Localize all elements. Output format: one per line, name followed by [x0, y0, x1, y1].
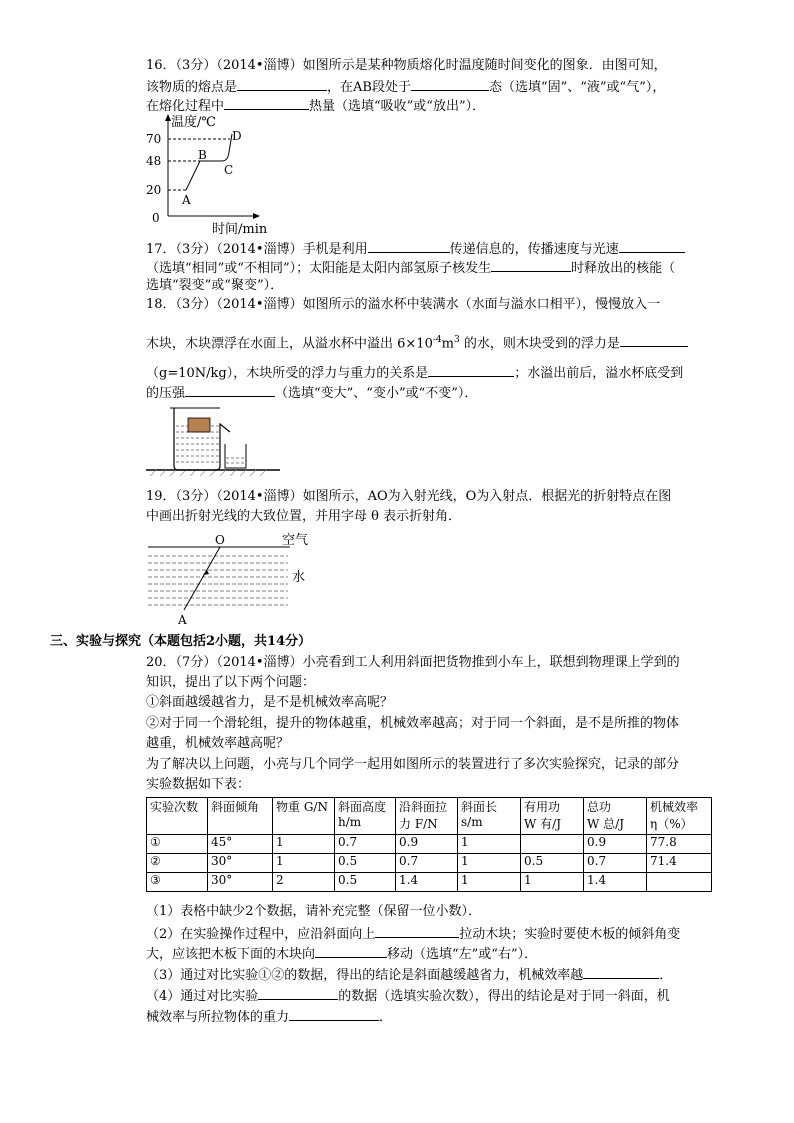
cell: 0.7	[335, 835, 396, 854]
q20-sub2-line2: 大，应该把木板下面的木块向 移动（选填“左”或“右”）．	[146, 947, 538, 962]
q20-line4: ②对于同一个滑轮组，提升的物体越重，机械效率越高；对于同一个斜面，是不是所推的物体	[146, 716, 680, 731]
q18-overflow-cup-figure	[140, 404, 290, 476]
y-tick-70: 70	[146, 132, 162, 146]
q19-line1: 19．（3分）（2014•淄博）如图所示，AO为入射光线，O为入射点．根据光的折射特点在图	[146, 489, 672, 504]
cell: 0.5	[335, 854, 396, 873]
table-row	[147, 854, 712, 873]
melting-curve	[186, 134, 232, 190]
cell: ②	[147, 854, 208, 873]
cell: 1	[273, 835, 335, 854]
header-length: 斜面长 s/m	[458, 798, 521, 835]
q16-blank-heat[interactable]	[224, 97, 309, 110]
overflow-cup	[174, 408, 230, 470]
y-tick-0: 0	[152, 211, 160, 225]
x-axis-label: 时间/min	[212, 222, 268, 236]
q16-line3: 在熔化过程中 热量（选填“吸收”或“放出”）．	[146, 99, 486, 114]
header-pull-force: 沿斜面拉 力 F/N	[396, 798, 458, 835]
q17-line3: 选填“裂变”或“聚变”）．	[146, 278, 284, 293]
q17-line1: 17．（3分）（2014•淄博）手机是利用 传递信息的，传播速度与光速	[146, 240, 685, 258]
q20-line7: 实验数据如下表：	[146, 777, 251, 792]
cell: 1	[273, 854, 335, 873]
cell: 77.8	[647, 835, 712, 854]
cell: 71.4	[647, 854, 712, 873]
header-total-work: 总功 W 总/J	[584, 798, 647, 835]
q17-blank-speed[interactable]	[619, 240, 685, 253]
q20-line5: 越重，机械效率越高呢？	[146, 736, 290, 751]
point-d: D	[232, 129, 242, 143]
cell: 0.7	[396, 854, 458, 873]
q20-sub3: （3）通过对比实验①②的数据，得出的结论是斜面越缓越省力，机械效率越 ．	[146, 968, 673, 983]
q17-blank-medium[interactable]	[368, 240, 450, 253]
y-axis-label: 温度/℃	[171, 115, 216, 130]
point-b: B	[198, 148, 207, 162]
q19-line2: 中画出折射光线的大致位置，并用字母 θ 表示折射角．	[146, 509, 462, 524]
x-axis-arrow	[253, 213, 260, 219]
q20-blank-pull-manner[interactable]	[375, 925, 459, 938]
cell: 1	[458, 854, 521, 873]
point-o: O	[215, 533, 225, 547]
cell: 0.9	[584, 835, 647, 854]
q16-line2: 该物质的熔点是 ，在AB段处于 态（选填“固”、“液”或“气”），	[146, 80, 666, 95]
cell: 30°	[208, 854, 273, 873]
table-row	[147, 835, 712, 854]
water-dashes	[148, 556, 288, 605]
point-a: A	[182, 193, 191, 207]
q18-line1: 18．（3分）（2014•淄博）如图所示的溢水杯中装满水（水面与溢水口相平），慢慢放入一	[146, 297, 661, 312]
cell: ①	[147, 835, 208, 854]
table-header-row	[147, 798, 712, 835]
header-height: 斜面高度 h/m	[335, 798, 396, 835]
q19-refraction-figure	[140, 532, 320, 628]
experiment-data-table	[146, 797, 712, 892]
q20-blank-direction[interactable]	[315, 945, 387, 958]
q18-blank-buoyancy[interactable]	[620, 334, 688, 347]
q20-blank-trial-numbers[interactable]	[258, 987, 338, 1000]
cell: 2	[273, 873, 335, 892]
q18-line2: 木块，木块漂浮在水面上，从溢水杯中溢出 $6\times 10^{-4}m^3$ 的水，则木块受到的浮力是	[146, 332, 688, 352]
cell: 0.5	[521, 854, 584, 873]
cell: 0.7	[584, 854, 647, 873]
header-efficiency: 机械效率 η（%）	[647, 798, 712, 835]
header-trial: 实验次数	[147, 798, 208, 835]
cell: 1	[458, 835, 521, 854]
q18-blank-pressure[interactable]	[185, 384, 275, 397]
beaker-water	[226, 458, 245, 463]
cell: 1.4	[584, 873, 647, 892]
y-tick-20: 20	[146, 183, 162, 197]
q17-blank-reaction[interactable]	[491, 259, 571, 272]
q20-line3: ①斜面越缓越省力，是不是机械效率高呢？	[146, 695, 394, 710]
q16-melting-graph	[140, 112, 270, 236]
cell-missing-useful-work[interactable]	[521, 835, 584, 854]
q20-blank-efficiency-trend[interactable]	[583, 966, 659, 979]
wooden-block	[188, 418, 210, 432]
cell: 30°	[208, 873, 273, 892]
q20-sub1: （1）表格中缺少2个数据，请补充完整（保留一位小数）．	[146, 904, 482, 919]
header-angle: 斜面倾角	[208, 798, 273, 835]
incident-ray-ao	[184, 547, 220, 610]
q16-blank-state[interactable]	[411, 78, 489, 91]
label-air: 空气	[282, 533, 309, 548]
section3-heading: 三、实验与探究（本题包括2小题，共14分）	[50, 634, 312, 649]
q20-sub4-line1: （4）通过对比实验 的数据（选填实验次数），得出的结论是对于同一斜面，机	[146, 989, 670, 1004]
q20-blank-weight-relation[interactable]	[289, 1008, 379, 1021]
cell: 45°	[208, 835, 273, 854]
q18-line4: 的压强 （选填“变大”、“变小”或“不变”）．	[146, 386, 478, 401]
q20-sub2-line1: （2）在实验操作过程中，应沿斜面向上 拉动木块；实验时要使木板的倾斜角变	[146, 927, 681, 942]
q16-line1: 16．（3分）（2014•淄博）如图所示是某种物质熔化时温度随时间变化的图象．由图可知，	[146, 58, 667, 73]
header-useful-work: 有用功 W 有/J	[521, 798, 584, 835]
point-c: C	[224, 163, 234, 177]
table-row	[147, 873, 712, 892]
cell: 0.9	[396, 835, 458, 854]
header-weight: 物重 G/N	[273, 798, 335, 835]
cell: 1	[458, 873, 521, 892]
table-hatching	[150, 470, 266, 476]
q20-line6: 为了解决以上问题，小亮与几个同学一起用如图所示的装置进行了多次实验探究，记录的部分	[146, 757, 680, 772]
cell: 1	[521, 873, 584, 892]
q17-line2: （选填“相同”或“不相同”）；太阳能是太阳内部氢原子核发生 时释放出的核能（	[146, 261, 676, 276]
small-beaker	[225, 444, 246, 468]
q18-blank-relation[interactable]	[428, 364, 514, 377]
q20-line2: 知识，提出了以下两个问题：	[146, 675, 316, 690]
cell: 1.4	[396, 873, 458, 892]
q20-line1: 20．（7分）（2014•淄博）小亮看到工人利用斜面把货物推到小车上，联想到物理课上学到的	[146, 655, 680, 670]
q20-sub4-line2: 械效率与所拉物体的重力 ．	[146, 1010, 393, 1025]
y-tick-48: 48	[146, 154, 162, 168]
cell-missing-efficiency[interactable]	[647, 873, 712, 892]
cell: 0.5	[335, 873, 396, 892]
q16-blank-melting-point[interactable]	[237, 78, 327, 91]
q18-line3: （g=10N/kg），木块所受的浮力与重力的关系是 ；水溢出前后，溢水杯底受到	[146, 366, 684, 381]
label-water: 水	[292, 570, 306, 585]
point-a: A	[178, 613, 187, 627]
cell: ③	[147, 873, 208, 892]
